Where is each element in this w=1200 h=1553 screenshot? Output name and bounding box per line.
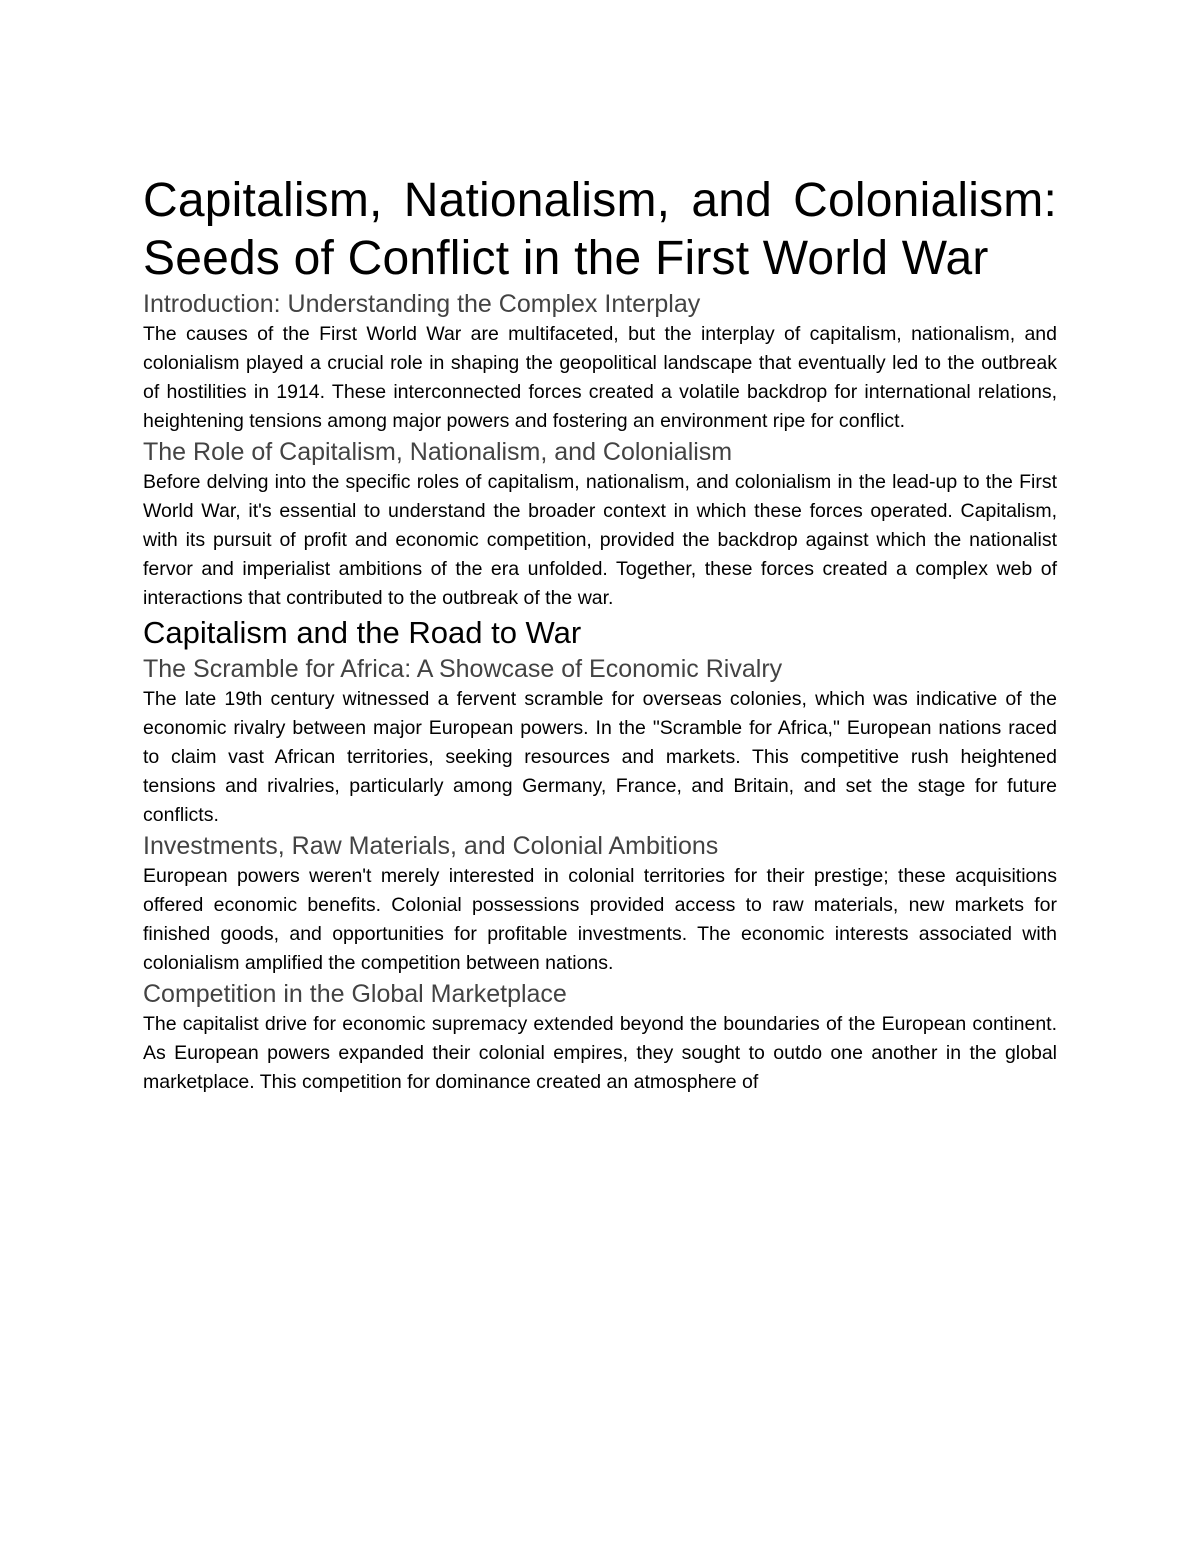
paragraph-introduction: The causes of the First World War are multifaceted, but the interplay of capitalism, nationalism, and colonialism played a crucial role in shaping the geopolitical landscape that eventually led to the outbreak of hostilities in 1914. These interconnected forces created a volatile backdrop for international relations, heightening tensions among major powers and fostering an environment ripe for conflict. bbox=[143, 323, 1057, 432]
section-heading-scramble: The Scramble for Africa: A Showcase of Economic Rivalry bbox=[143, 655, 783, 683]
section-heading-role: The Role of Capitalism, Nationalism, and Colonialism bbox=[143, 438, 733, 466]
section-heading-capitalism: Capitalism and the Road to War bbox=[143, 615, 582, 650]
paragraph-competition: The capitalist drive for economic supremacy extended beyond the boundaries of the European continent. As European powers expanded their colonial empires, they sought to outdo one another in the global marketplace. This competition for dominance created an atmosphere of bbox=[143, 1013, 1057, 1093]
section-heading-introduction: Introduction: Understanding the Complex Interplay bbox=[143, 290, 701, 318]
paragraph-role: Before delving into the specific roles of capitalism, nationalism, and colonialism in the lead-up to the First World War, it's essential to understand the broader context in which these forces operated. Capitalism, with its pursuit of profit and economic competition, provided the backdrop against which the nationalist fervor and imperialist ambitions of the era unfolded. Together, these forces created a complex web of interactions that contributed to the outbreak of the war. bbox=[143, 471, 1057, 609]
section-heading-competition: Competition in the Global Marketplace bbox=[143, 980, 567, 1008]
paragraph-investments: European powers weren't merely interested in colonial territories for their prestige; these acquisitions offered economic benefits. Colonial possessions provided access to raw materials, new markets for finished goods, and opportunities for profitable investments. The economic interests associated with colonialism amplified the competition between nations. bbox=[143, 865, 1057, 974]
document-title: Capitalism, Nationalism, and Colonialism: Seeds of Conflict in the First World War bbox=[143, 174, 1057, 285]
paragraph-scramble: The late 19th century witnessed a fervent scramble for overseas colonies, which was indicative of the economic rivalry between major European powers. In the "Scramble for Africa," European nations raced to claim vast African territories, seeking resources and markets. This competitive rush heightened tensions and rivalries, particularly among Germany, France, and Britain, and set the stage for future conflicts. bbox=[143, 688, 1057, 826]
section-heading-investments: Investments, Raw Materials, and Colonial Ambitions bbox=[143, 832, 719, 860]
document-page bbox=[143, 172, 1057, 1097]
